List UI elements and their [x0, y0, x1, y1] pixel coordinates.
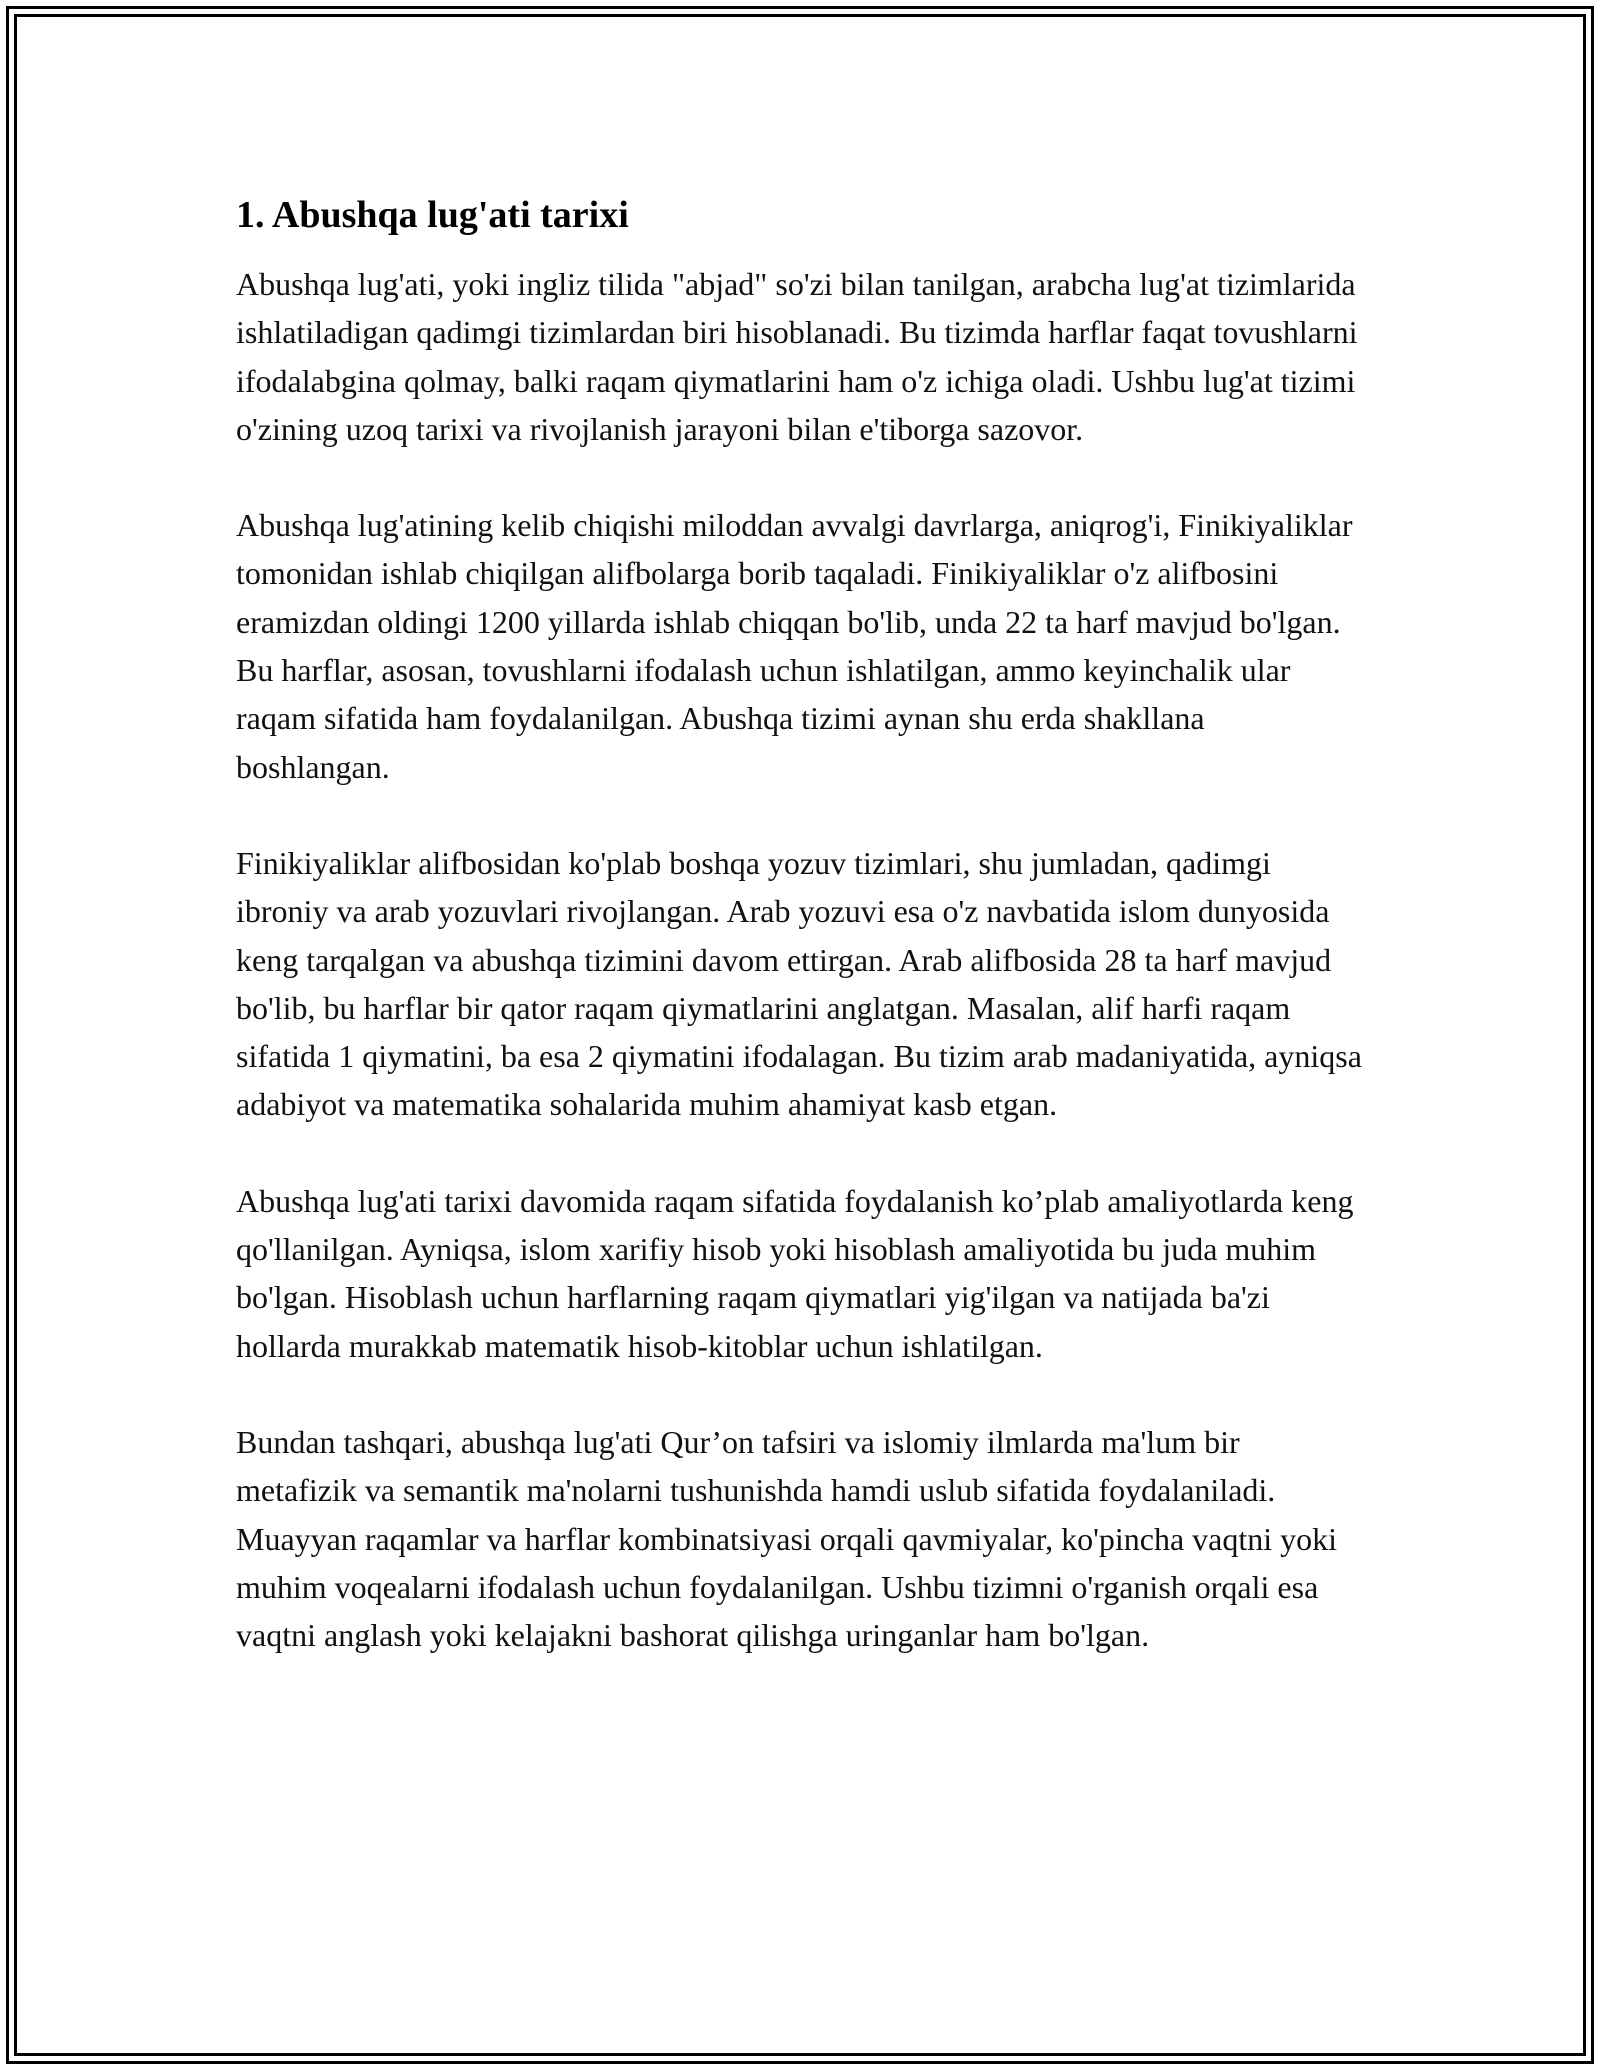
- paragraph: Abushqa lug'atining kelib chiqishi miloddan avvalgi davrlarga, aniqrog'i, Finikiyaliklar tomonidan ishlab chiqilgan alifbolarga borib taqaladi. Finikiyaliklar o'z alifbosini eramizdan oldingi 1200 yillarda ishlab chiqqan bo'lib, unda 22 ta harf mavjud bo'lgan. Bu harflar, asosan, tovushlarni ifodalash uchun ishlatilgan, ammo keyinchalik ular raqam sifatida ham foydalanilgan. Abushqa tizimi aynan shu erda shakllana boshlangan.: [236, 507, 1353, 785]
- paragraph: Finikiyaliklar alifbosidan ko'plab boshqa yozuv tizimlari, shu jumladan, qadimgi ibroniy va arab yozuvlari rivojlangan. Arab yozuvi esa o'z navbatida islom dunyosida keng tarqalgan va abushqa tizimini davom ettirgan. Arab alifbosida 28 ta harf mavjud bo'lib, bu harflar bir qator raqam qiymatlarini anglatgan. Masalan, alif harfi raqam sifatida 1 qiymatini, ba esa 2 qiymatini ifodalagan. Bu tizim arab madaniyatida, ayniqsa adabiyot va matematika sohalarida muhim ahamiyat kasb etgan.: [236, 844, 1362, 1123]
- document-body: [236, 188, 1366, 1707]
- paragraph: Abushqa lug'ati, yoki ingliz tilida "abjad" so'zi bilan tanilgan, arabcha lug'at tizimlarida ishlatiladigan qadimgi tizimlardan biri hisoblanadi. Bu tizimda harflar faqat tovushlarni ifodalabgina qolmay, balki raqam qiymatlarini ham o'z ichiga oladi. Ushbu lug'at tizimi o'zining uzoq tarixi va rivojlanish jarayoni bilan e'tiborga sazovor.: [236, 266, 1358, 447]
- paragraph: Abushqa lug'ati tarixi davomida raqam sifatida foydalanish ko’plab amaliyotlarda keng qo'llanilgan. Ayniqsa, islom xarifiy hisob yoki hisoblash amaliyotida bu juda muhim bo'lgan. Hisoblash uchun harflarning raqam qiymatlari yig'ilgan va natijada ba'zi hollarda murakkab matematik hisob-kitoblar uchun ishlatilgan.: [236, 1182, 1354, 1364]
- paragraph: Bundan tashqari, abushqa lug'ati Qur’on tafsiri va islomiy ilmlarda ma'lum bir metafizik va semantik ma'nolarni tushunishda hamdi uslub sifatida foydalaniladi. Muayyan raqamlar va harflar kombinatsiyasi orqali qavmiyalar, ko'pincha vaqtni yoki muhim voqealarni ifodalash uchun foydalanilgan. Ushbu tizimni o'rganish orqali esa vaqtni anglash yoki kelajakni bashorat qilishga uringanlar ham bo'lgan.: [236, 1423, 1338, 1654]
- section-heading: 1. Abushqa lug'ati tarixi: [236, 194, 629, 236]
